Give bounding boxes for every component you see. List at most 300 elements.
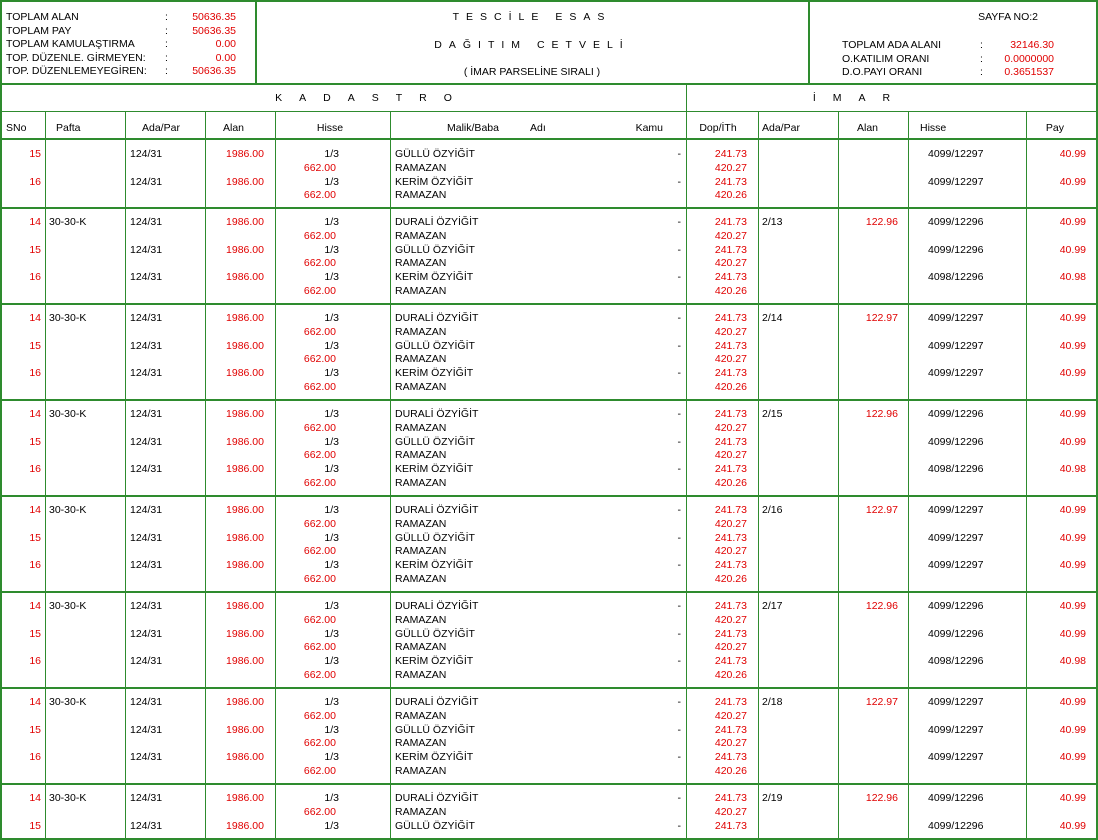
row-sno: 14 <box>29 216 41 228</box>
columns-bottom-line <box>0 138 1098 140</box>
row-hisse-area: 662.00 <box>303 421 336 434</box>
row-sno: 14 <box>29 792 41 804</box>
row-kamu: - <box>677 792 681 804</box>
row-pay: 40.99 <box>1059 339 1086 352</box>
row-imar-alan: 122.96 <box>865 792 898 804</box>
row-hisse: 1/3 <box>324 175 339 188</box>
row-kamu: - <box>677 627 681 640</box>
header-left-value-0: 50636.35 <box>192 11 236 23</box>
row-imar-hisse: 4099/12296 <box>928 792 984 804</box>
row-alan: 1986.00 <box>226 408 264 420</box>
row-imar-hisse: 4099/12297 <box>928 723 984 736</box>
row-pay: 40.99 <box>1059 367 1086 379</box>
row-alan: 1986.00 <box>226 819 264 832</box>
row-alan: 1986.00 <box>226 463 264 475</box>
header-left-value-3: 0.00 <box>215 51 236 64</box>
row-ada-par: 124/31 <box>130 792 163 804</box>
row-sno: 16 <box>29 559 41 571</box>
row-ada-par: 124/31 <box>130 216 163 228</box>
row-kamu: - <box>677 600 681 612</box>
row-dop: 241.73 <box>714 559 747 571</box>
row-ada-par: 124/31 <box>130 627 163 640</box>
row-imar-hisse: 4099/12296 <box>928 600 984 612</box>
row-ada-par: 124/31 <box>130 435 163 448</box>
row-sno: 14 <box>29 408 41 420</box>
title-line-1: TESCİLE ESAS <box>452 11 612 23</box>
row-imar-alan: 122.97 <box>865 504 898 516</box>
row-pay: 40.99 <box>1059 243 1086 256</box>
row-baba: RAMAZAN <box>395 545 447 557</box>
header-left-label-2: TOPLAM KAMULAŞTIRMA <box>6 38 135 50</box>
column-header-dop-i-th: Dop/İTh <box>699 122 737 134</box>
row-malik: DURALİ ÖZYİĞİT <box>395 216 479 228</box>
row-dop: 241.73 <box>714 696 747 708</box>
column-header-alan: Alan <box>222 122 244 134</box>
row-sno: 15 <box>29 627 41 640</box>
row-ada-par: 124/31 <box>130 408 163 420</box>
row-hisse-area: 662.00 <box>303 449 336 461</box>
header-left-value-1: 50636.35 <box>192 24 236 37</box>
row-pay: 40.99 <box>1059 312 1086 324</box>
row-dop: 241.73 <box>714 148 747 160</box>
row-pafta: 30-30-K <box>49 312 87 324</box>
row-sno: 16 <box>29 463 41 475</box>
row-kamu: - <box>677 751 681 763</box>
row-alan: 1986.00 <box>226 339 264 352</box>
row-imar-hisse: 4099/12297 <box>928 559 984 571</box>
row-alan: 1986.00 <box>226 216 264 228</box>
row-hisse-area: 662.00 <box>303 257 336 269</box>
row-imar-ada: 2/19 <box>762 792 783 804</box>
row-imar-hisse: 4099/12296 <box>928 819 984 832</box>
row-sno: 16 <box>29 655 41 667</box>
row-imar-alan: 122.96 <box>865 600 898 612</box>
row-ada-par: 124/31 <box>130 175 163 188</box>
row-kamu: - <box>677 312 681 324</box>
row-dop-2: 420.26 <box>714 284 747 297</box>
row-malik: GÜLLÜ ÖZYİĞİT <box>395 819 475 832</box>
row-dop: 241.73 <box>714 271 747 283</box>
block-separator-0 <box>0 207 1098 209</box>
row-sno: 14 <box>29 312 41 324</box>
row-sno: 15 <box>29 243 41 256</box>
row-dop-2: 420.26 <box>714 189 747 201</box>
row-imar-ada: 2/18 <box>762 696 783 708</box>
row-pay: 40.98 <box>1059 271 1086 283</box>
row-malik: DURALİ ÖZYİĞİT <box>395 696 479 708</box>
row-hisse-area: 662.00 <box>303 476 336 489</box>
row-hisse-area: 662.00 <box>303 764 336 777</box>
row-ada-par: 124/31 <box>130 339 163 352</box>
row-hisse: 1/3 <box>324 627 339 640</box>
row-imar-hisse: 4099/12297 <box>928 504 984 516</box>
column-header-ada-par: Ada/Par <box>762 122 800 134</box>
row-kamu: - <box>677 175 681 188</box>
row-hisse: 1/3 <box>324 148 339 160</box>
row-pay: 40.99 <box>1059 723 1086 736</box>
row-kamu: - <box>677 243 681 256</box>
row-malik: GÜLLÜ ÖZYİĞİT <box>395 339 475 352</box>
header-right-colon-1: : <box>980 52 983 65</box>
row-dop-2: 420.27 <box>714 805 747 818</box>
row-dop-2: 420.27 <box>714 449 747 461</box>
row-kamu: - <box>677 655 681 667</box>
row-dop: 241.73 <box>714 819 747 832</box>
row-kamu: - <box>677 367 681 379</box>
row-imar-alan: 122.97 <box>865 312 898 324</box>
row-hisse: 1/3 <box>324 216 339 228</box>
row-malik: KERİM ÖZYİĞİT <box>395 367 474 379</box>
row-dop: 241.73 <box>714 408 747 420</box>
row-baba: RAMAZAN <box>395 764 447 777</box>
row-ada-par: 124/31 <box>130 463 163 475</box>
row-hisse: 1/3 <box>324 751 339 763</box>
block-separator-4 <box>0 591 1098 593</box>
row-baba: RAMAZAN <box>395 325 447 338</box>
row-malik: KERİM ÖZYİĞİT <box>395 271 474 283</box>
row-dop: 241.73 <box>714 339 747 352</box>
row-kamu: - <box>677 504 681 516</box>
row-alan: 1986.00 <box>226 271 264 283</box>
row-hisse: 1/3 <box>324 559 339 571</box>
row-dop: 241.73 <box>714 312 747 324</box>
row-pay: 40.99 <box>1059 148 1086 160</box>
block-separator-1 <box>0 303 1098 305</box>
row-imar-hisse: 4099/12297 <box>928 696 984 708</box>
header-right-value-2: 0.3651537 <box>1004 66 1054 78</box>
row-malik: KERİM ÖZYİĞİT <box>395 559 474 571</box>
header-right-label-1: O.KATILIM ORANI <box>842 52 930 65</box>
title-line-3: ( İMAR PARSELİNE SIRALI ) <box>463 66 601 78</box>
row-dop: 241.73 <box>714 723 747 736</box>
column-header-hisse: Hisse <box>920 122 947 134</box>
row-pay: 40.99 <box>1059 175 1086 188</box>
row-pay: 40.99 <box>1059 627 1086 640</box>
row-malik: GÜLLÜ ÖZYİĞİT <box>395 723 475 736</box>
row-imar-hisse: 4098/12296 <box>928 271 984 283</box>
row-baba: RAMAZAN <box>395 641 447 653</box>
row-kamu: - <box>677 463 681 475</box>
header-right-label-2: D.O.PAYI ORANI <box>842 66 923 78</box>
row-hisse-area: 662.00 <box>303 517 336 530</box>
row-dop-2: 420.26 <box>714 764 747 777</box>
row-hisse: 1/3 <box>324 435 339 448</box>
row-baba: RAMAZAN <box>395 737 447 749</box>
row-dop-2: 420.27 <box>714 161 747 174</box>
row-pay: 40.99 <box>1059 531 1086 544</box>
row-pafta: 30-30-K <box>49 792 87 804</box>
row-kamu: - <box>677 559 681 571</box>
row-hisse-area: 662.00 <box>303 613 336 626</box>
row-imar-hisse: 4099/12297 <box>928 531 984 544</box>
row-hisse-area: 662.00 <box>303 353 336 365</box>
row-kamu: - <box>677 216 681 228</box>
row-hisse-area: 662.00 <box>303 229 336 242</box>
row-pay: 40.99 <box>1059 696 1086 708</box>
header-left-label-3: TOP. DÜZENLE. GİRMEYEN: <box>6 51 146 64</box>
row-sno: 15 <box>29 723 41 736</box>
row-baba: RAMAZAN <box>395 189 447 201</box>
row-pay: 40.99 <box>1059 819 1086 832</box>
row-sno: 16 <box>29 271 41 283</box>
row-dop-2: 420.26 <box>714 572 747 585</box>
header-bottom-line <box>0 83 1098 85</box>
row-sno: 15 <box>29 531 41 544</box>
row-pay: 40.99 <box>1059 751 1086 763</box>
row-imar-hisse: 4099/12296 <box>928 627 984 640</box>
row-hisse: 1/3 <box>324 312 339 324</box>
row-dop-2: 420.27 <box>714 641 747 653</box>
row-hisse: 1/3 <box>324 819 339 832</box>
header-left-colon-1: : <box>165 24 168 37</box>
row-dop-2: 420.27 <box>714 517 747 530</box>
row-imar-ada: 2/17 <box>762 600 783 612</box>
block-separator-5 <box>0 687 1098 689</box>
row-alan: 1986.00 <box>226 655 264 667</box>
header-divider-right <box>808 0 810 84</box>
header-divider-left <box>255 0 257 84</box>
column-header-hisse: Hisse <box>316 122 344 134</box>
row-baba: RAMAZAN <box>395 284 447 297</box>
row-kamu: - <box>677 531 681 544</box>
row-hisse-area: 662.00 <box>303 737 336 749</box>
row-hisse: 1/3 <box>324 271 339 283</box>
row-sno: 16 <box>29 175 41 188</box>
row-dop: 241.73 <box>714 175 747 188</box>
row-dop-2: 420.26 <box>714 668 747 681</box>
row-baba: RAMAZAN <box>395 613 447 626</box>
row-ada-par: 124/31 <box>130 819 163 832</box>
row-pay: 40.98 <box>1059 655 1086 667</box>
row-dop-2: 420.27 <box>714 353 747 365</box>
row-baba: RAMAZAN <box>395 572 447 585</box>
row-malik: GÜLLÜ ÖZYİĞİT <box>395 627 475 640</box>
header-left-colon-3: : <box>165 51 168 64</box>
row-baba: RAMAZAN <box>395 353 447 365</box>
row-kamu: - <box>677 148 681 160</box>
row-baba: RAMAZAN <box>395 161 447 174</box>
section-bottom-line <box>0 111 1098 112</box>
header-left-value-2: 0.00 <box>215 38 236 50</box>
row-malik: DURALİ ÖZYİĞİT <box>395 312 479 324</box>
row-hisse: 1/3 <box>324 504 339 516</box>
row-baba: RAMAZAN <box>395 805 447 818</box>
row-imar-alan: 122.97 <box>865 696 898 708</box>
row-hisse-area: 662.00 <box>303 805 336 818</box>
row-ada-par: 124/31 <box>130 696 163 708</box>
row-dop: 241.73 <box>714 243 747 256</box>
row-baba: RAMAZAN <box>395 257 447 269</box>
column-header-kamu: Kamu <box>635 122 663 134</box>
row-dop: 241.73 <box>714 367 747 379</box>
row-imar-hisse: 4099/12296 <box>928 435 984 448</box>
row-dop-2: 420.27 <box>714 229 747 242</box>
row-ada-par: 124/31 <box>130 504 163 516</box>
column-divider-1 <box>45 111 46 840</box>
row-imar-hisse: 4099/12297 <box>928 751 984 763</box>
row-alan: 1986.00 <box>226 696 264 708</box>
row-dop: 241.73 <box>714 655 747 667</box>
row-sno: 15 <box>29 339 41 352</box>
row-imar-hisse: 4099/12297 <box>928 339 984 352</box>
row-dop-2: 420.27 <box>714 737 747 749</box>
row-malik: KERİM ÖZYİĞİT <box>395 175 474 188</box>
row-dop-2: 420.27 <box>714 257 747 269</box>
row-malik: GÜLLÜ ÖZYİĞİT <box>395 243 475 256</box>
row-imar-hisse: 4099/12296 <box>928 243 984 256</box>
row-alan: 1986.00 <box>226 175 264 188</box>
row-dop-2: 420.27 <box>714 545 747 557</box>
row-hisse: 1/3 <box>324 243 339 256</box>
column-divider-5 <box>390 111 391 840</box>
row-sno: 16 <box>29 751 41 763</box>
row-pafta: 30-30-K <box>49 408 87 420</box>
row-baba: RAMAZAN <box>395 668 447 681</box>
row-malik: GÜLLÜ ÖZYİĞİT <box>395 148 475 160</box>
row-dop: 241.73 <box>714 216 747 228</box>
block-separator-2 <box>0 399 1098 401</box>
section-imar: İMAR <box>812 92 908 104</box>
frame-top <box>0 0 1098 2</box>
row-dop-2: 420.27 <box>714 709 747 722</box>
row-imar-alan: 122.96 <box>865 408 898 420</box>
row-imar-ada: 2/14 <box>762 312 783 324</box>
row-imar-ada: 2/16 <box>762 504 783 516</box>
header-left-colon-0: : <box>165 11 168 23</box>
row-dop: 241.73 <box>714 531 747 544</box>
row-kamu: - <box>677 819 681 832</box>
header-left-value-4: 50636.35 <box>192 65 236 77</box>
row-dop: 241.73 <box>714 463 747 475</box>
column-header-alan: Alan <box>856 122 878 134</box>
row-ada-par: 124/31 <box>130 271 163 283</box>
row-dop-2: 420.27 <box>714 325 747 338</box>
row-imar-ada: 2/15 <box>762 408 783 420</box>
row-malik: DURALİ ÖZYİĞİT <box>395 408 479 420</box>
header-left-colon-2: : <box>165 38 168 50</box>
block-separator-6 <box>0 783 1098 785</box>
header-left-label-0: TOPLAM ALAN <box>6 11 79 23</box>
page-number: SAYFA NO:2 <box>978 11 1038 23</box>
row-pay: 40.98 <box>1059 463 1086 475</box>
row-alan: 1986.00 <box>226 723 264 736</box>
row-dop-2: 420.27 <box>714 421 747 434</box>
row-dop: 241.73 <box>714 600 747 612</box>
row-sno: 16 <box>29 367 41 379</box>
row-imar-hisse: 4099/12296 <box>928 408 984 420</box>
row-kamu: - <box>677 339 681 352</box>
header-left-label-4: TOP. DÜZENLEMEYEGİREN: <box>6 65 147 77</box>
row-alan: 1986.00 <box>226 531 264 544</box>
row-hisse: 1/3 <box>324 600 339 612</box>
row-alan: 1986.00 <box>226 435 264 448</box>
row-dop: 241.73 <box>714 751 747 763</box>
header-right-label-0: TOPLAM ADA ALANI <box>842 39 942 51</box>
header-left-label-1: TOPLAM PAY <box>6 24 72 37</box>
row-hisse-area: 662.00 <box>303 572 336 585</box>
row-pafta: 30-30-K <box>49 600 87 612</box>
row-hisse-area: 662.00 <box>303 545 336 557</box>
row-sno: 15 <box>29 435 41 448</box>
row-kamu: - <box>677 723 681 736</box>
row-hisse-area: 662.00 <box>303 189 336 201</box>
header-left-colon-4: : <box>165 65 168 77</box>
row-dop-2: 420.27 <box>714 613 747 626</box>
row-kamu: - <box>677 696 681 708</box>
row-alan: 1986.00 <box>226 148 264 160</box>
header-right-value-1: 0.0000000 <box>1004 52 1054 65</box>
row-pafta: 30-30-K <box>49 216 87 228</box>
header-right-value-0: 32146.30 <box>1010 39 1054 51</box>
row-baba: RAMAZAN <box>395 421 447 434</box>
row-hisse: 1/3 <box>324 367 339 379</box>
row-baba: RAMAZAN <box>395 476 447 489</box>
row-imar-hisse: 4099/12297 <box>928 148 984 160</box>
column-header-ada-par: Ada/Par <box>142 122 180 134</box>
column-header-pafta: Pafta <box>56 122 81 134</box>
row-baba: RAMAZAN <box>395 229 447 242</box>
row-imar-ada: 2/13 <box>762 216 783 228</box>
row-hisse-area: 662.00 <box>303 380 336 393</box>
row-ada-par: 124/31 <box>130 367 163 379</box>
row-pay: 40.99 <box>1059 216 1086 228</box>
row-malik: DURALİ ÖZYİĞİT <box>395 504 479 516</box>
column-header-ad-: Adı <box>530 122 546 134</box>
row-hisse: 1/3 <box>324 408 339 420</box>
title-line-2: DAĞITIM CETVELİ <box>434 39 630 51</box>
header-right-colon-2: : <box>980 66 983 78</box>
row-dop: 241.73 <box>714 435 747 448</box>
row-pay: 40.99 <box>1059 435 1086 448</box>
row-hisse: 1/3 <box>324 463 339 475</box>
block-separator-3 <box>0 495 1098 497</box>
row-kamu: - <box>677 435 681 448</box>
row-ada-par: 124/31 <box>130 243 163 256</box>
row-pay: 40.99 <box>1059 792 1086 804</box>
row-baba: RAMAZAN <box>395 380 447 393</box>
row-malik: KERİM ÖZYİĞİT <box>395 655 474 667</box>
row-ada-par: 124/31 <box>130 723 163 736</box>
row-hisse-area: 662.00 <box>303 325 336 338</box>
frame-left <box>0 0 2 840</box>
row-ada-par: 124/31 <box>130 312 163 324</box>
row-pafta: 30-30-K <box>49 504 87 516</box>
row-hisse-area: 662.00 <box>303 641 336 653</box>
row-pafta: 30-30-K <box>49 696 87 708</box>
row-kamu: - <box>677 271 681 283</box>
row-sno: 14 <box>29 600 41 612</box>
row-imar-hisse: 4099/12296 <box>928 216 984 228</box>
row-imar-hisse: 4099/12297 <box>928 175 984 188</box>
row-imar-hisse: 4098/12296 <box>928 463 984 475</box>
row-imar-hisse: 4099/12297 <box>928 312 984 324</box>
row-malik: KERİM ÖZYİĞİT <box>395 751 474 763</box>
row-ada-par: 124/31 <box>130 751 163 763</box>
row-sno: 15 <box>29 819 41 832</box>
row-alan: 1986.00 <box>226 792 264 804</box>
column-header-sno: SNo <box>6 122 27 134</box>
row-dop-2: 420.26 <box>714 380 747 393</box>
row-sno: 15 <box>29 148 41 160</box>
row-sno: 14 <box>29 696 41 708</box>
row-pay: 40.99 <box>1059 600 1086 612</box>
row-hisse: 1/3 <box>324 696 339 708</box>
row-alan: 1986.00 <box>226 504 264 516</box>
row-dop-2: 420.26 <box>714 476 747 489</box>
header-right-colon-0: : <box>980 39 983 51</box>
row-alan: 1986.00 <box>226 600 264 612</box>
row-pay: 40.99 <box>1059 504 1086 516</box>
